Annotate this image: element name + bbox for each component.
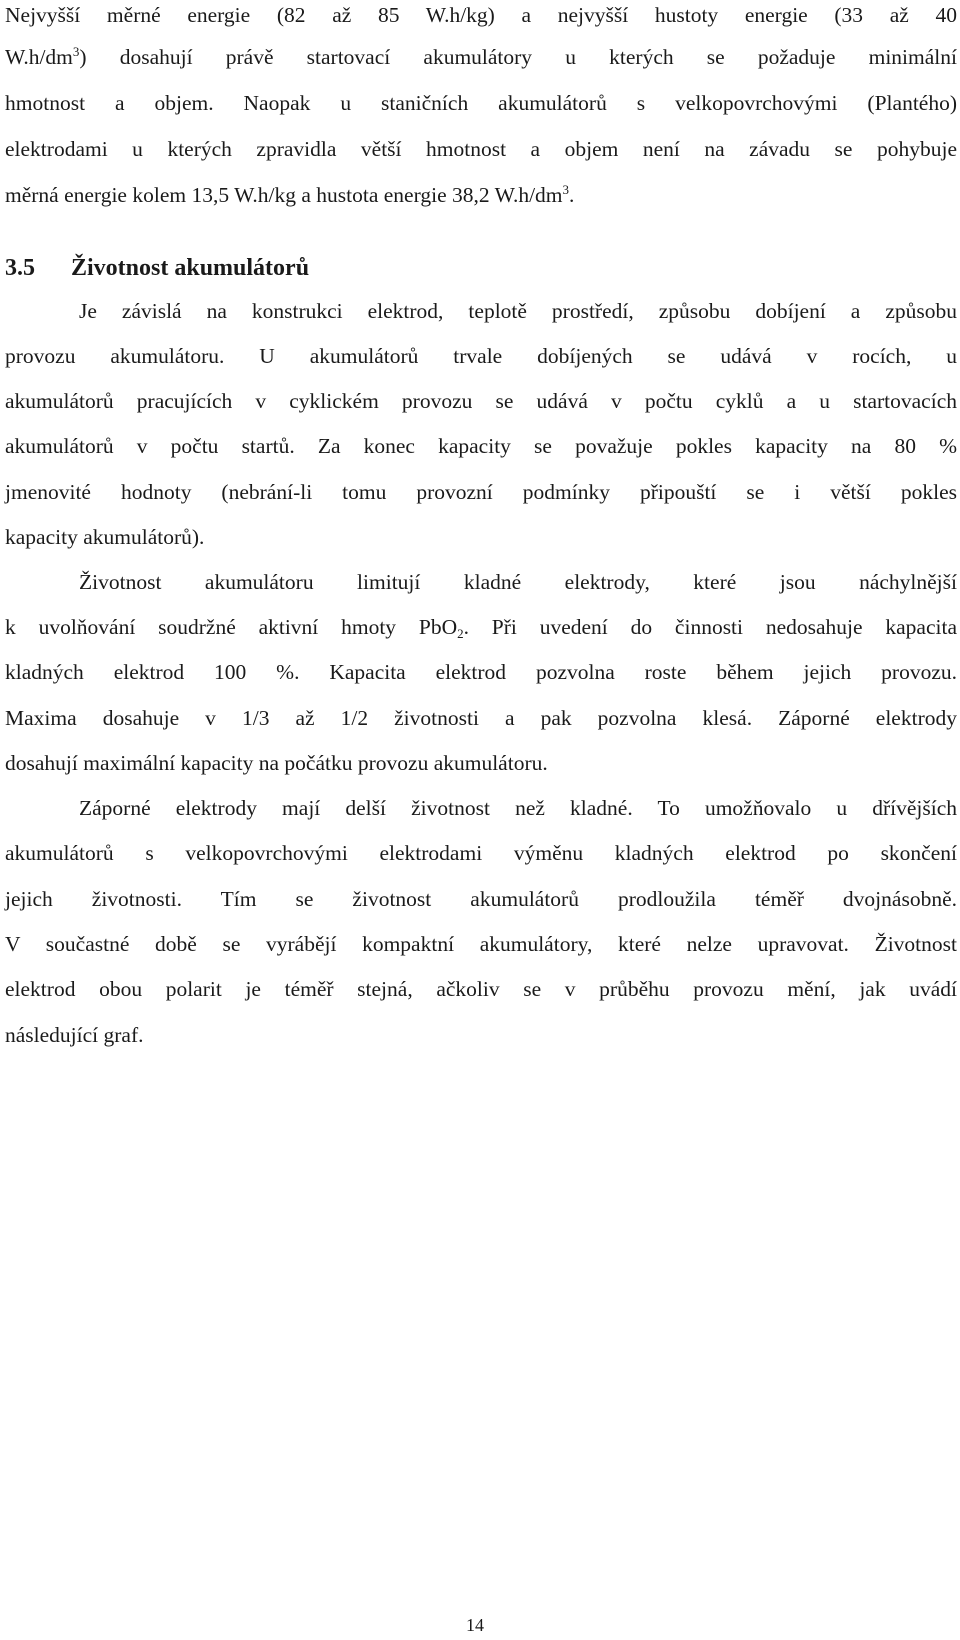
section-title: Životnost akumulátorů	[71, 255, 310, 281]
text-span: elektrod obou polarit je téměř stejná, ačkoliv se v průběhu provozu mění, jak uvádí	[5, 977, 957, 1001]
section-number: 3.5	[5, 255, 35, 281]
text-span: akumulátorů v počtu startů. Za konec kapacity se považuje pokles kapacity na 80 %	[5, 434, 957, 458]
text-span: akumulátorů pracujících v cyklickém provozu se udává v počtu cyklů a u startovacích	[5, 389, 957, 413]
text-span: měrná energie kolem 13,5 W.h/kg a hustota energie 38,2 W.h/dm	[5, 183, 563, 207]
text-line	[5, 657, 957, 687]
text-span: .	[569, 183, 575, 207]
subscript: 2	[457, 626, 464, 641]
superscript: 3	[72, 44, 80, 59]
text-span: jmenovité hodnoty (nebrání-li tomu provozní podmínky připouští se i větší pokles	[5, 480, 957, 504]
page-number: 14	[466, 1615, 484, 1635]
text-line	[5, 386, 957, 416]
text-line	[5, 88, 957, 118]
text-span: provozu akumulátoru. U akumulátorů trvale dobíjených se udává v rocích, u	[5, 344, 957, 368]
text-span: elektrodami u kterých zpravidla větší hmotnost a objem není na závadu se pohybuje	[5, 137, 957, 161]
text-line	[79, 296, 957, 326]
text-line	[79, 793, 957, 823]
text-span: . Při uvedení do činnosti nedosahuje kapacita	[463, 615, 957, 639]
text-line	[5, 0, 957, 30]
text-span: hmotnost a objem. Naopak u staničních akumulátorů s velkopovrchovými (Plantého)	[5, 91, 957, 115]
text-line	[5, 929, 957, 959]
text-span: k uvolňování soudržné aktivní hmoty PbO	[5, 615, 458, 639]
text-line	[5, 180, 957, 210]
text-line	[5, 884, 957, 914]
superscript: 3	[562, 182, 570, 197]
text-span: ) dosahují právě startovací akumulátory u kterých se požaduje minimální	[79, 45, 957, 69]
text-line	[5, 134, 957, 164]
text-line	[5, 522, 957, 552]
text-line	[5, 838, 957, 868]
text-span: Je závislá na konstrukci elektrod, teplotě prostředí, způsobu dobíjení a způsobu	[79, 299, 957, 323]
text-line	[5, 477, 957, 507]
text-line	[5, 612, 957, 642]
text-span: akumulátorů s velkopovrchovými elektrodami výměnu kladných elektrod po skončení	[5, 841, 957, 865]
text-line	[79, 567, 957, 597]
text-line	[5, 431, 957, 461]
text-line	[5, 703, 957, 733]
text-span: kapacity akumulátorů).	[5, 525, 205, 549]
text-span: Nejvyšší měrné energie (82 až 85 W.h/kg) a nejvyšší hustoty energie (33 až 40	[5, 3, 957, 27]
text-line	[5, 42, 957, 72]
text-span: jejich životnosti. Tím se životnost akumulátorů prodloužila téměř dvojnásobně.	[5, 887, 957, 911]
text-span: Životnost akumulátoru limitují kladné elektrody, které jsou náchylnější	[79, 570, 957, 594]
section-heading	[5, 253, 309, 283]
text-line	[5, 974, 957, 1004]
text-span: V součastné době se vyrábějí kompaktní akumulátory, které nelze upravovat. Životnost	[5, 932, 957, 956]
text-line	[5, 748, 957, 778]
text-span: kladných elektrod 100 %. Kapacita elektrod pozvolna roste během jejich provozu.	[5, 660, 957, 684]
text-span: W.h/dm	[5, 45, 73, 69]
text-span: dosahují maximální kapacity na počátku provozu akumulátoru.	[5, 751, 548, 775]
text-span: Záporné elektrody mají delší životnost než kladné. To umožňovalo u dřívějších	[79, 796, 957, 820]
document-page	[5, 0, 957, 1640]
text-line	[5, 341, 957, 371]
text-span: následující graf.	[5, 1023, 144, 1047]
text-line	[5, 1020, 957, 1050]
text-span: Maxima dosahuje v 1/3 až 1/2 životnosti a pak pozvolna klesá. Záporné elektrody	[5, 706, 957, 730]
